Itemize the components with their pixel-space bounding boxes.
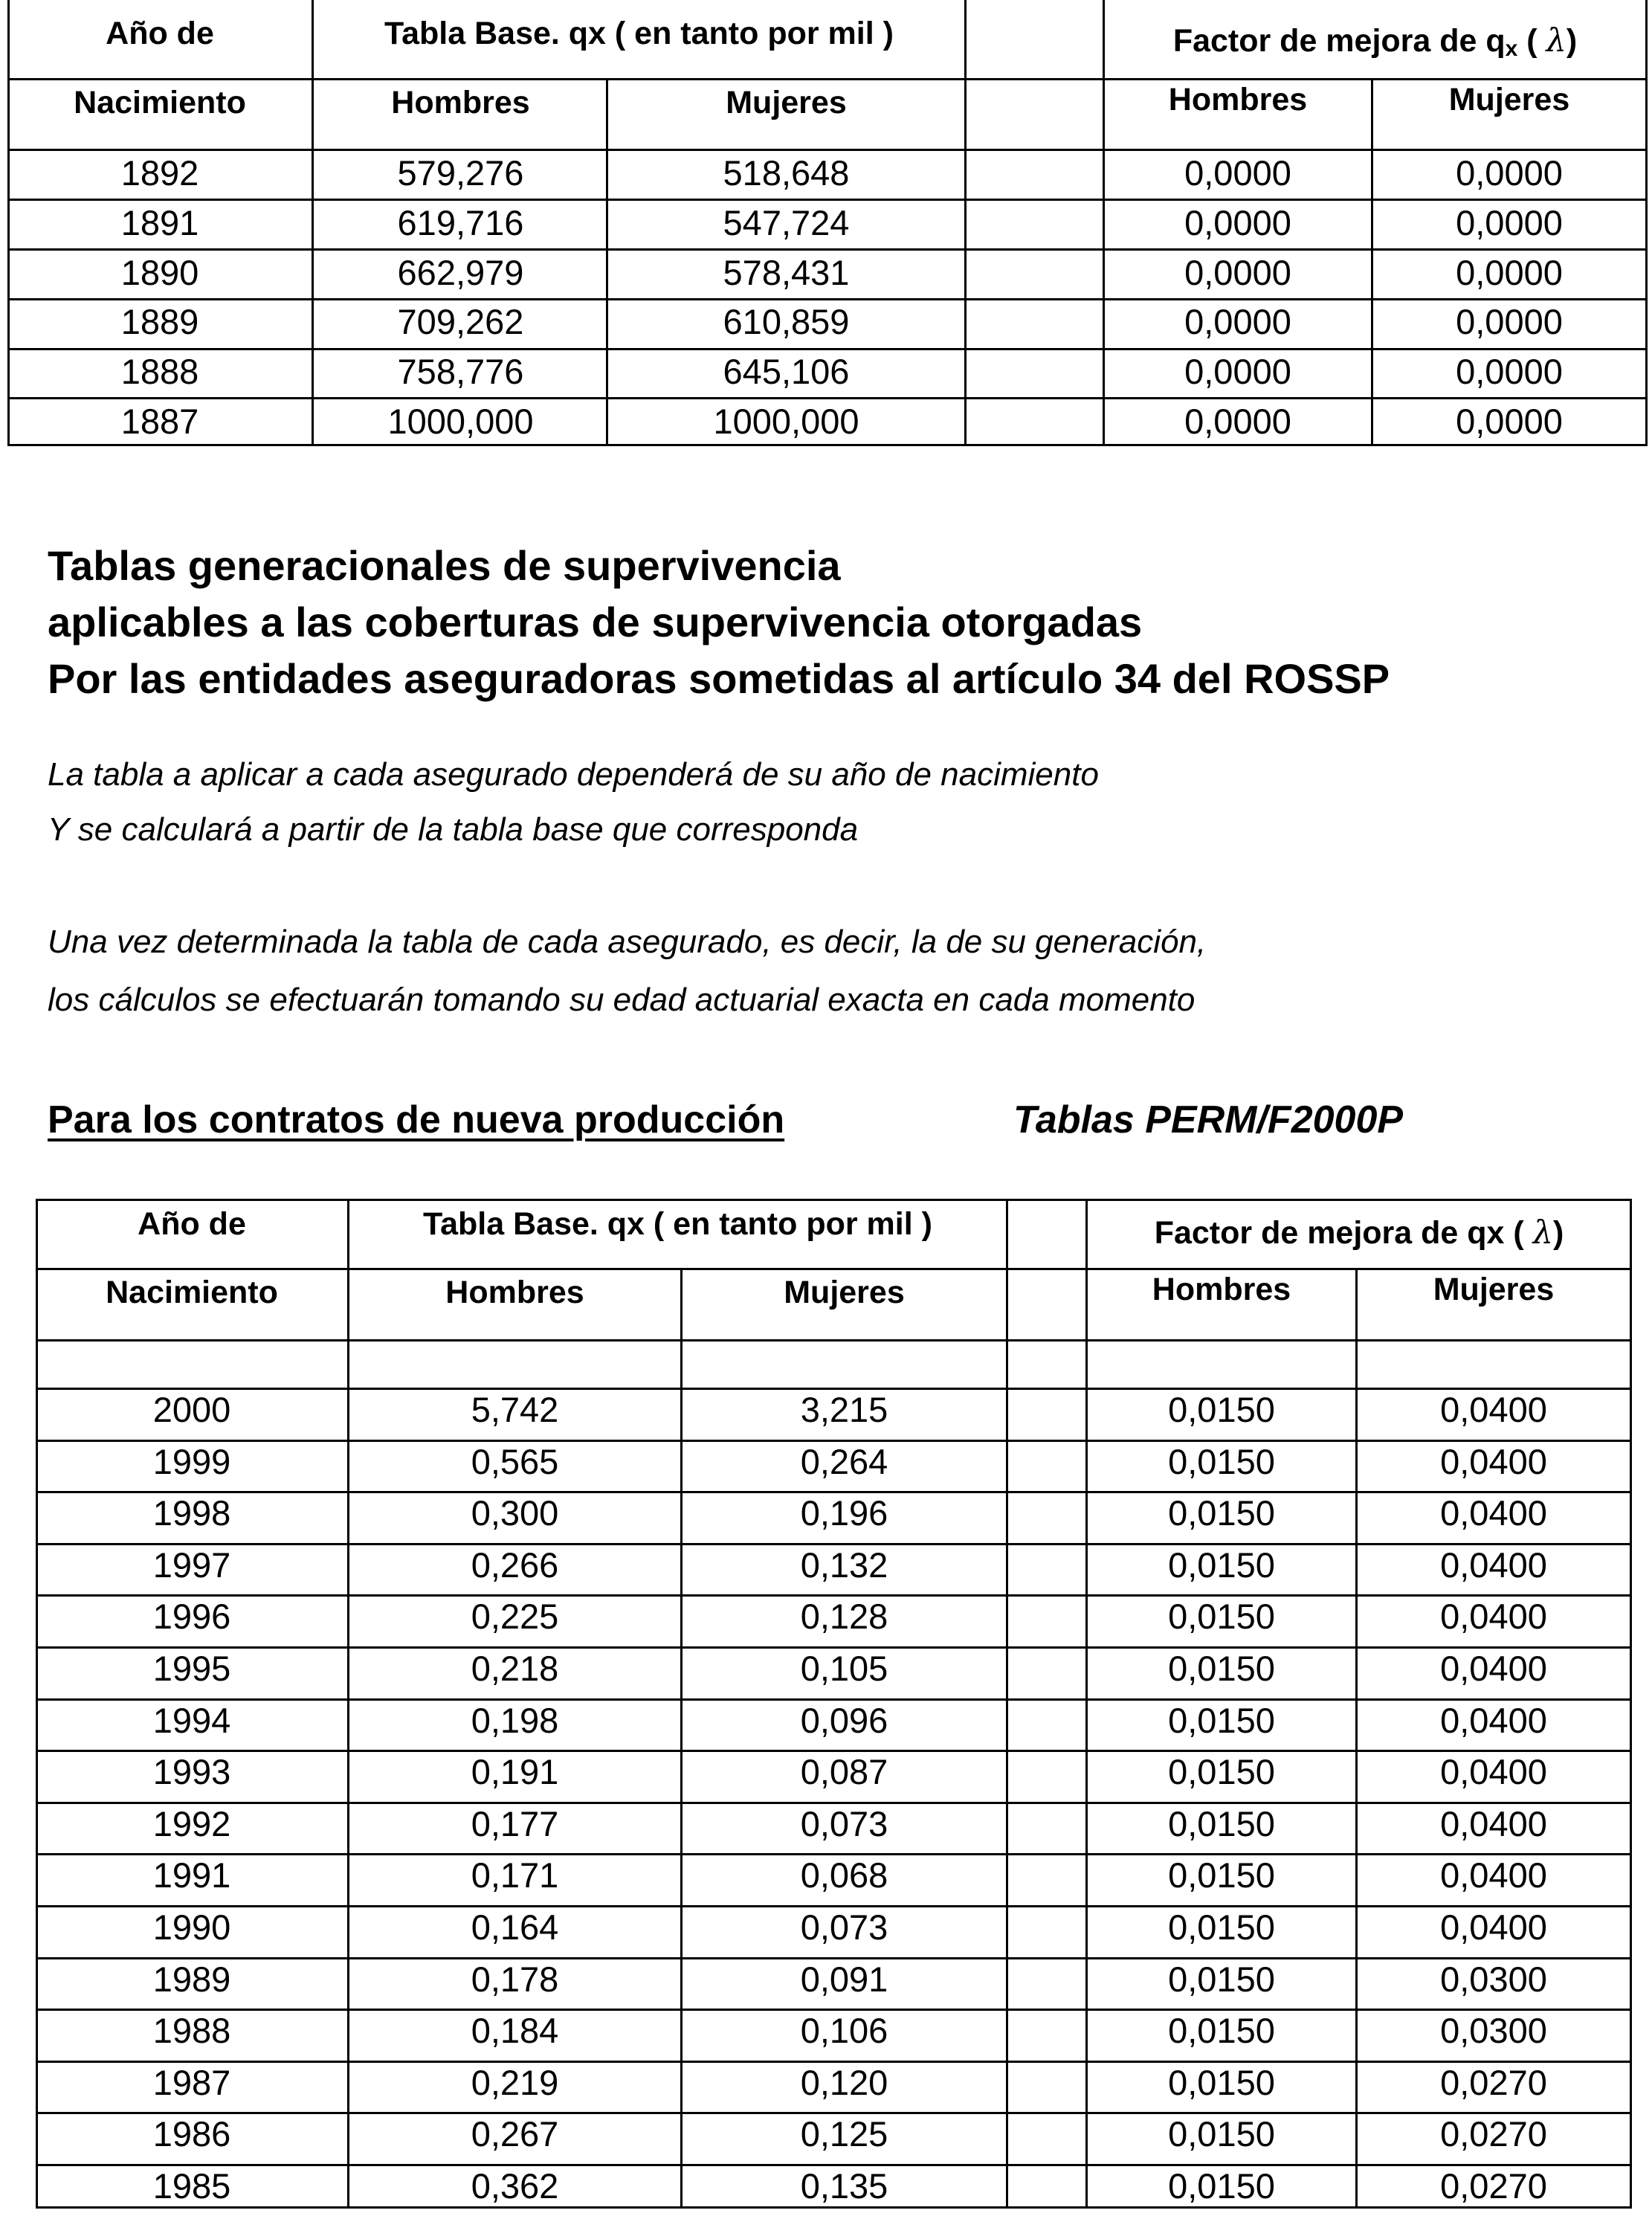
table2-cell-r3-c1: 0,266	[471, 1545, 559, 1585]
table1-cell-r0-c0: 1892	[120, 153, 199, 193]
table2-cell-r15-c4: 0,0270	[1440, 2166, 1547, 2206]
table1-cell-r3-c0: 1889	[120, 302, 199, 342]
table1-cell-r5-c3: 0,0000	[1184, 402, 1291, 441]
table2-cell-r7-c1: 0,191	[471, 1752, 559, 1792]
table-name-label: Tablas PERM/F2000P	[1013, 1098, 1404, 1141]
table1-cell-r4-c4: 0,0000	[1456, 352, 1563, 392]
table1-cell-r0-c1: 579,276	[397, 153, 524, 193]
table2-cell-r0-c2: 3,215	[800, 1390, 888, 1429]
table2-cell-r0-c3: 0,0150	[1168, 1390, 1275, 1429]
table1-cell-r4-c3: 0,0000	[1184, 352, 1291, 392]
section-title-line-1: Tablas generacionales de supervivencia	[48, 542, 841, 589]
table2-cell-r1-c0: 1999	[152, 1441, 231, 1481]
table2-cell-r2-c2: 0,196	[800, 1493, 888, 1533]
table2-factor-mujeres-header: Mujeres	[1433, 1272, 1555, 1307]
table2-cell-r1-c4: 0,0400	[1440, 1441, 1547, 1481]
table2-cell-r8-c3: 0,0150	[1168, 1803, 1275, 1843]
table2-cell-r8-c0: 1992	[152, 1803, 231, 1843]
table1-cell-r5-c2: 1000,000	[713, 402, 859, 441]
table2-cell-r8-c1: 0,177	[471, 1803, 559, 1843]
table1-cell-r1-c1: 619,716	[397, 202, 524, 242]
table1-factor-header: Factor de mejora de qx ( λ)	[1172, 22, 1578, 61]
table2-cell-r15-c1: 0,362	[471, 2166, 559, 2206]
table2-cell-r15-c3: 0,0150	[1168, 2166, 1275, 2206]
table2-mujeres-header: Mujeres	[784, 1275, 905, 1310]
lambda-symbol: λ	[1546, 22, 1567, 59]
table2-cell-r5-c3: 0,0150	[1168, 1649, 1275, 1688]
table2-year-header-top: Año de	[138, 1206, 246, 1242]
table1-cell-r3-c2: 610,859	[723, 302, 850, 342]
table2-cell-r13-c0: 1987	[152, 2062, 231, 2102]
table2-cell-r3-c2: 0,132	[800, 1545, 888, 1585]
table2-cell-r5-c1: 0,218	[471, 1649, 559, 1688]
table2-factor-hombres-header: Hombres	[1152, 1272, 1291, 1307]
paragraph-2-line-2: los cálculos se efectuarán tomando su edad actuarial exacta en cada momento	[48, 982, 1196, 1018]
section-title-line-3: Por las entidades aseguradoras sometidas al artículo 34 del ROSSP	[48, 655, 1390, 702]
table1-cell-r2-c3: 0,0000	[1184, 252, 1291, 292]
table2-cell-r3-c0: 1997	[152, 1545, 231, 1585]
table2-cell-r12-c0: 1988	[152, 2011, 231, 2051]
table2-cell-r11-c2: 0,091	[800, 1959, 888, 1999]
table1-mujeres-header: Mujeres	[726, 85, 847, 120]
table1-cell-r1-c3: 0,0000	[1184, 202, 1291, 242]
table1-factor-hombres-header: Hombres	[1168, 82, 1308, 117]
table2-cell-r4-c4: 0,0400	[1440, 1597, 1547, 1637]
table2-base-header: Tabla Base. qx ( en tanto por mil )	[423, 1206, 932, 1242]
table1-cell-r5-c0: 1887	[120, 402, 199, 441]
paragraph-2-line-1: Una vez determinada la tabla de cada asegurado, es decir, la de su generación,	[48, 924, 1207, 960]
table2-cell-r14-c3: 0,0150	[1168, 2114, 1275, 2154]
table2-cell-r11-c1: 0,178	[471, 1959, 559, 1999]
table2-cell-r7-c4: 0,0400	[1440, 1752, 1547, 1792]
paragraph-1-line-2: Y se calculará a partir de la tabla base que corresponda	[48, 811, 859, 848]
table2-cell-r2-c3: 0,0150	[1168, 1493, 1275, 1533]
table2-cell-r4-c2: 0,128	[800, 1597, 888, 1637]
table2-cell-r11-c4: 0,0300	[1440, 1959, 1547, 1999]
table2-cell-r8-c4: 0,0400	[1440, 1803, 1547, 1843]
table2-cell-r4-c0: 1996	[152, 1597, 231, 1637]
table1-cell-r3-c1: 709,262	[397, 302, 524, 342]
table1-cell-r0-c3: 0,0000	[1184, 153, 1291, 193]
table1-cell-r2-c2: 578,431	[723, 252, 850, 292]
table1-cell-r3-c4: 0,0000	[1456, 302, 1563, 342]
table1-cell-r4-c2: 645,106	[723, 352, 850, 392]
table2-cell-r2-c1: 0,300	[471, 1493, 559, 1533]
table2-cell-r9-c3: 0,0150	[1168, 1855, 1275, 1895]
table2-cell-r10-c3: 0,0150	[1168, 1907, 1275, 1947]
table2-cell-r5-c4: 0,0400	[1440, 1649, 1547, 1688]
table2-cell-r10-c4: 0,0400	[1440, 1907, 1547, 1947]
table2-cell-r9-c1: 0,171	[471, 1855, 559, 1895]
table2-cell-r6-c0: 1994	[152, 1700, 231, 1740]
table2-cell-r9-c4: 0,0400	[1440, 1855, 1547, 1895]
table2-cell-r12-c3: 0,0150	[1168, 2011, 1275, 2051]
table2-cell-r12-c1: 0,184	[471, 2011, 559, 2051]
table2-cell-r13-c1: 0,219	[471, 2062, 559, 2102]
table2-cell-r0-c0: 2000	[152, 1390, 231, 1429]
table2-cell-r13-c3: 0,0150	[1168, 2062, 1275, 2102]
table2-cell-r12-c2: 0,106	[800, 2011, 888, 2051]
new-production-subheading: Para los contratos de nueva producción	[48, 1098, 785, 1141]
table2-cell-r8-c2: 0,073	[800, 1803, 888, 1843]
table2-cell-r2-c0: 1998	[152, 1493, 231, 1533]
table1-cell-r0-c4: 0,0000	[1456, 153, 1563, 193]
table2-cell-r11-c0: 1989	[152, 1959, 231, 1999]
table1-hombres-header: Hombres	[391, 85, 530, 120]
table1-cell-r4-c1: 758,776	[397, 352, 524, 392]
table1-cell-r2-c1: 662,979	[397, 252, 524, 292]
table1-base-header: Tabla Base. qx ( en tanto por mil )	[384, 16, 894, 51]
table1-cell-r1-c0: 1891	[120, 202, 199, 242]
table2-cell-r15-c2: 0,135	[800, 2166, 888, 2206]
table2-cell-r10-c0: 1990	[152, 1907, 231, 1947]
table2-cell-r10-c1: 0,164	[471, 1907, 559, 1947]
table2-cell-r4-c1: 0,225	[471, 1597, 559, 1637]
table1-cell-r4-c0: 1888	[120, 352, 199, 392]
table2-cell-r2-c4: 0,0400	[1440, 1493, 1547, 1533]
table2-cell-r14-c4: 0,0270	[1440, 2114, 1547, 2154]
table2-cell-r7-c3: 0,0150	[1168, 1752, 1275, 1792]
table2-hombres-header: Hombres	[445, 1275, 584, 1310]
lambda-symbol: λ	[1532, 1214, 1553, 1252]
table1-cell-r3-c3: 0,0000	[1184, 302, 1291, 342]
table1-cell-r2-c4: 0,0000	[1456, 252, 1563, 292]
table2-year-header-bottom: Nacimiento	[106, 1275, 278, 1310]
table2-factor-header: Factor de mejora de qx ( λ)	[1154, 1214, 1564, 1252]
table2-cell-r0-c1: 5,742	[471, 1390, 559, 1429]
table2-cell-r1-c1: 0,565	[471, 1441, 559, 1481]
table1-cell-r5-c4: 0,0000	[1456, 402, 1563, 441]
table1-year-header-top: Año de	[106, 16, 214, 51]
table2-cell-r1-c2: 0,264	[800, 1441, 888, 1481]
table2-cell-r14-c2: 0,125	[800, 2114, 888, 2154]
section-title-line-2: aplicables a las coberturas de supervivencia otorgadas	[48, 599, 1143, 645]
table1-cell-r1-c2: 547,724	[723, 202, 850, 242]
table2-cell-r5-c0: 1995	[152, 1649, 231, 1688]
paragraph-1-line-1: La tabla a aplicar a cada asegurado dependerá de su año de nacimiento	[48, 756, 1099, 793]
table2-cell-r3-c3: 0,0150	[1168, 1545, 1275, 1585]
table1-cell-r0-c2: 518,648	[723, 153, 850, 193]
table2-cell-r4-c3: 0,0150	[1168, 1597, 1275, 1637]
table2-cell-r6-c1: 0,198	[471, 1700, 559, 1740]
table1-factor-mujeres-header: Mujeres	[1448, 82, 1570, 117]
table2-cell-r9-c2: 0,068	[800, 1855, 888, 1895]
table2-cell-r9-c0: 1991	[152, 1855, 231, 1895]
table2-cell-r7-c2: 0,087	[800, 1752, 888, 1792]
table2-cell-r6-c2: 0,096	[800, 1700, 888, 1740]
table2-cell-r6-c3: 0,0150	[1168, 1700, 1275, 1740]
table1-cell-r2-c0: 1890	[120, 252, 199, 292]
table2-cell-r5-c2: 0,105	[800, 1649, 888, 1688]
table2-cell-r7-c0: 1993	[152, 1752, 231, 1792]
table2-cell-r14-c0: 1986	[152, 2114, 231, 2154]
table2-cell-r0-c4: 0,0400	[1440, 1390, 1547, 1429]
table2-cell-r6-c4: 0,0400	[1440, 1700, 1547, 1740]
table2-cell-r1-c3: 0,0150	[1168, 1441, 1275, 1481]
table2-cell-r11-c3: 0,0150	[1168, 1959, 1275, 1999]
table1-cell-r5-c1: 1000,000	[387, 402, 534, 441]
table2-cell-r13-c2: 0,120	[800, 2062, 888, 2102]
table2-cell-r13-c4: 0,0270	[1440, 2062, 1547, 2102]
table2-cell-r15-c0: 1985	[152, 2166, 231, 2206]
table2-cell-r3-c4: 0,0400	[1440, 1545, 1547, 1585]
table1-year-header-bottom: Nacimiento	[74, 85, 246, 120]
table2-cell-r14-c1: 0,267	[471, 2114, 559, 2154]
table2-cell-r10-c2: 0,073	[800, 1907, 888, 1947]
table1-cell-r1-c4: 0,0000	[1456, 202, 1563, 242]
table2-cell-r12-c4: 0,0300	[1440, 2011, 1547, 2051]
